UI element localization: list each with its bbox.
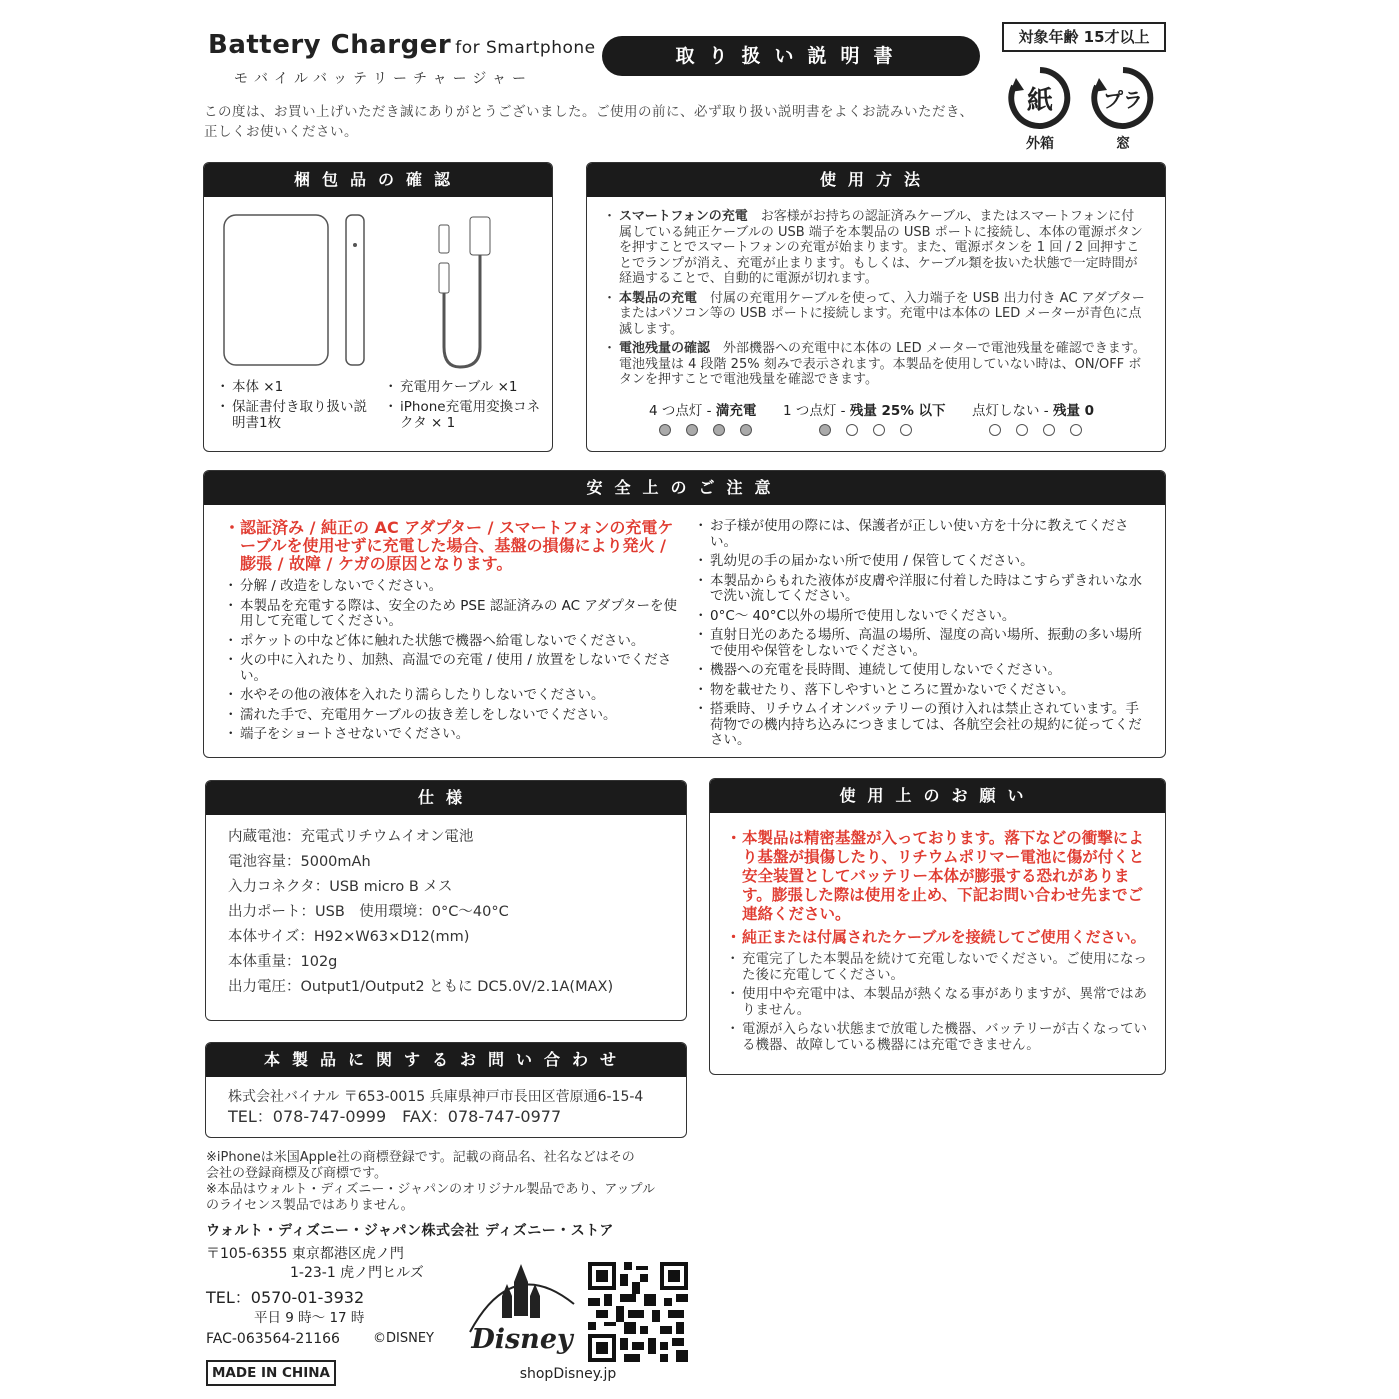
spec-weight: 本体重量：102g <box>228 954 338 970</box>
safety-right-item: ・ 乳幼児の手の届かない所で使用 / 保管してください。 <box>696 554 1151 570</box>
copyright: ©DISNEY <box>373 1331 434 1346</box>
safety-right-item: ・ 0°C〜 40°C以外の場所で使用しないでください。 <box>696 609 1151 625</box>
spec-capacity: 電池容量：5000mAh <box>228 854 371 870</box>
disney-logo-icon <box>462 1258 580 1366</box>
request-cable-warning: ・ 純正または付属されたケーブルを接続してご使用ください。 <box>728 928 1147 946</box>
distributor-address-1: 〒105-6355 東京都港区虎ノ門 <box>206 1246 404 1262</box>
plastic-label: 窓 <box>1116 136 1130 152</box>
disney-wordmark: Disney <box>471 1324 573 1355</box>
usb-connector-icon <box>470 217 490 255</box>
spec-heading: 仕様 <box>206 781 686 815</box>
lightning-adapter-icon <box>439 225 449 253</box>
usage-heading: 使用方法 <box>587 163 1165 197</box>
usage-item: ・ スマートフォンの充電 お客様がお持ちの認証済みケーブル、またはスマートフォンに付属している純正ケーブルの USB 端子を本製品の USB ポートに接続し、本体の電源ボタンを押すことでスマートフォンの充電が始まります。また、電源ボタンを 1 回 / 2 回押すことでランプが消え、充電が止まります。もしくは、ケーブル類を抜いた状態で一定時間が経過することで、自動的に電源が切れます。 <box>605 209 1147 287</box>
paper-mark: 紙 <box>1026 86 1054 116</box>
made-in-label: MADE IN CHINA <box>206 1360 336 1386</box>
battery-side-icon <box>346 215 364 365</box>
product-code: FAC-063564-21166 <box>206 1331 340 1347</box>
safety-heading: 安全上のご注意 <box>204 471 1165 505</box>
product-subtitle: for Smartphone <box>455 38 596 58</box>
request-heading: 使用上のお願い <box>710 779 1165 813</box>
contact-company: 株式会社バイナル 〒653-0015 兵庫県神戸市長田区菅原通6-15-4 <box>228 1089 644 1105</box>
package-item-2: ・ 保証書付き取り扱い説明書1枚 <box>218 399 378 431</box>
led-empty-dots <box>989 421 1097 440</box>
package-illustration <box>204 197 550 377</box>
safety-right-item: ・ 搭乗時、リチウムイオンバッテリーの預け入れは禁止されています。手荷物での機内持ち込みにつきましては、各航空会社の規約に従ってください。 <box>696 702 1151 749</box>
request-section <box>709 778 1166 1075</box>
usage-item: ・ 電池残量の確認 外部機器への充電中に本体の LED メーターで電池残量を確認できます。電池残量は 4 段階 25% 刻みで表示されます。本製品を使用していない時は、ON/OFF ボタンを押すことで電池残量を確認できます。 <box>605 341 1147 388</box>
spec-section <box>205 780 687 1021</box>
safety-left-item: ・ 分解 / 改造をしないでください。 <box>226 579 686 595</box>
shop-url: shopDisney.jp <box>519 1366 617 1382</box>
safety-section <box>203 470 1166 758</box>
contact-section <box>205 1042 687 1138</box>
intro-text: この度は、お買い上げいただき誠にありがとうございました。ご使用の前に、必ず取り扱い説明書をよくお読みいただき、正しくお使いください。 <box>204 104 974 140</box>
distributor-name: ウォルト・ディズニー・ジャパン株式会社 ディズニー・ストア <box>206 1223 614 1239</box>
trademark-note: ※iPhoneは米国Apple社の商標登録です。記載の商品名、社名などはその会社の登録商標及び商標です。 <box>206 1150 635 1181</box>
safety-right-item: ・ お子様が使用の際には、保護者が正しい使い方を十分に教えてください。 <box>696 519 1151 550</box>
request-item: ・ 電源が入らない状態まで放電した機器、バッテリーが古くなっている機器、故障している機器には充電できません。 <box>728 1022 1147 1053</box>
paper-label: 外箱 <box>1026 136 1054 152</box>
safety-right-item: ・ 直射日光のあたる場所、高温の場所、湿度の高い場所、振動の多い場所で使用や保管をしないでください。 <box>696 628 1151 659</box>
battery-front-icon <box>224 215 328 365</box>
led-full-label: 4 つ点灯 - 満充電 <box>649 403 757 419</box>
distributor-hours: 平日 9 時〜 17 時 <box>254 1310 365 1326</box>
product-title: Battery Charger for Smartphone <box>208 30 596 60</box>
request-warning: ・ 本製品は精密基盤が入っております。落下などの衝撃により基盤が損傷したり、リチウムポリマー電池に傷が付くと安全装置としてバッテリー本体が膨張する恐れがあります。膨張した際は使用を止め、下記お問い合わせ先までご連絡ください。 <box>728 829 1147 924</box>
safety-left-item: ・ 火の中に入れたり、加熱、高温での充電 / 使用 / 放置をしないでください。 <box>226 653 686 684</box>
package-heading: 梱包品の確認 <box>204 163 552 197</box>
usage-item: ・ 本製品の充電 付属の充電用ケーブルを使って、入力端子を USB 出力付き AC アダプターまたはパソコン等の USB ポートに接続します。充電中は本体の LED メーターが青色に点滅します。 <box>605 291 1147 338</box>
manual-label: 取り扱い説明書 <box>602 36 980 76</box>
age-label: 対象年齢 15才以上 <box>1002 22 1166 52</box>
spec-battery: 内蔵電池：充電式リチウムイオン電池 <box>228 829 474 845</box>
license-note: ※本品はウォルト・ディズニー・ジャパンのオリジナル製品であり、アップルのライセンス製品ではありません。 <box>206 1182 655 1213</box>
contact-heading: 本製品に関するお問い合わせ <box>206 1043 686 1077</box>
led-empty-label: 点灯しない - 残量 0 <box>972 403 1095 419</box>
spec-output: 出力ポート：USB 使用環境：0°C〜40°C <box>228 904 509 920</box>
package-item-4: ・ iPhone充電用変換コネクタ × 1 <box>386 399 546 431</box>
spec-input: 入力コネクタ：USB micro B メス <box>228 879 453 895</box>
safety-left-item: ・ 端子をショートさせないでください。 <box>226 727 686 743</box>
distributor-tel: TEL：0570-01-3932 <box>206 1288 365 1307</box>
paper-recycle-icon <box>1006 64 1074 132</box>
safety-warning: ・ 認証済み / 純正の AC アダプター / スマートフォンの充電ケーブルを使用せずに充電した場合、基盤の損傷により発火 / 膨張 / 故障 / ケガの原因となります。 <box>226 519 686 573</box>
distributor-address-2: 1-23-1 虎ノ門ヒルズ <box>290 1265 424 1281</box>
safety-left-item: ・ 水やその他の液体を入れたり濡らしたりしないでください。 <box>226 688 686 704</box>
safety-left-item: ・ ポケットの中など体に触れた状態で機器へ給電しないでください。 <box>226 634 686 650</box>
request-item: ・ 使用中や充電中は、本製品が熱くなる事がありますが、異常ではありません。 <box>728 987 1147 1018</box>
led-low-dots <box>819 421 927 440</box>
usage-section <box>586 162 1166 452</box>
package-item-3: ・ 充電用ケーブル ×1 <box>386 379 546 395</box>
safety-right-item: ・ 機器への充電を長時間、連続して使用しないでください。 <box>696 663 1151 679</box>
plastic-mark: プラ <box>1103 88 1143 112</box>
safety-left-item: ・ 本製品を充電する際は、安全のため PSE 認証済みの AC アダプターを使用して充電してください。 <box>226 599 686 630</box>
safety-right-item: ・ 物を載せたり、落下しやすいところに置かないでください。 <box>696 683 1151 699</box>
safety-left-item: ・ 濡れた手で、充電用ケーブルの抜き差しをしないでください。 <box>226 708 686 724</box>
spec-voltage: 出力電圧：Output1/Output2 ともに DC5.0V/2.1A(MAX) <box>228 979 614 995</box>
qr-code-icon <box>588 1262 688 1362</box>
plastic-recycle-icon <box>1089 64 1157 132</box>
package-section <box>203 162 553 452</box>
contact-tel: TEL：078-747-0999 FAX：078-747-0977 <box>228 1107 562 1126</box>
request-item: ・ 充電完了した本製品を続けて充電しないでください。ご使用になった後に充電してください。 <box>728 952 1147 983</box>
product-title-ja: モバイルバッテリーチャージャー <box>234 71 533 87</box>
led-full-dots <box>659 421 767 440</box>
package-item-1: ・ 本体 ×1 <box>218 379 378 395</box>
led-low-label: 1 つ点灯 - 残量 25% 以下 <box>783 403 946 419</box>
safety-right-item: ・ 本製品からもれた液体が皮膚や洋服に付着した時はこすらずきれいな水で洗い流してください。 <box>696 574 1151 605</box>
led-legend <box>587 395 1166 447</box>
spec-size: 本体サイズ：H92×W63×D12(mm) <box>228 929 470 945</box>
micro-usb-icon <box>439 263 449 293</box>
